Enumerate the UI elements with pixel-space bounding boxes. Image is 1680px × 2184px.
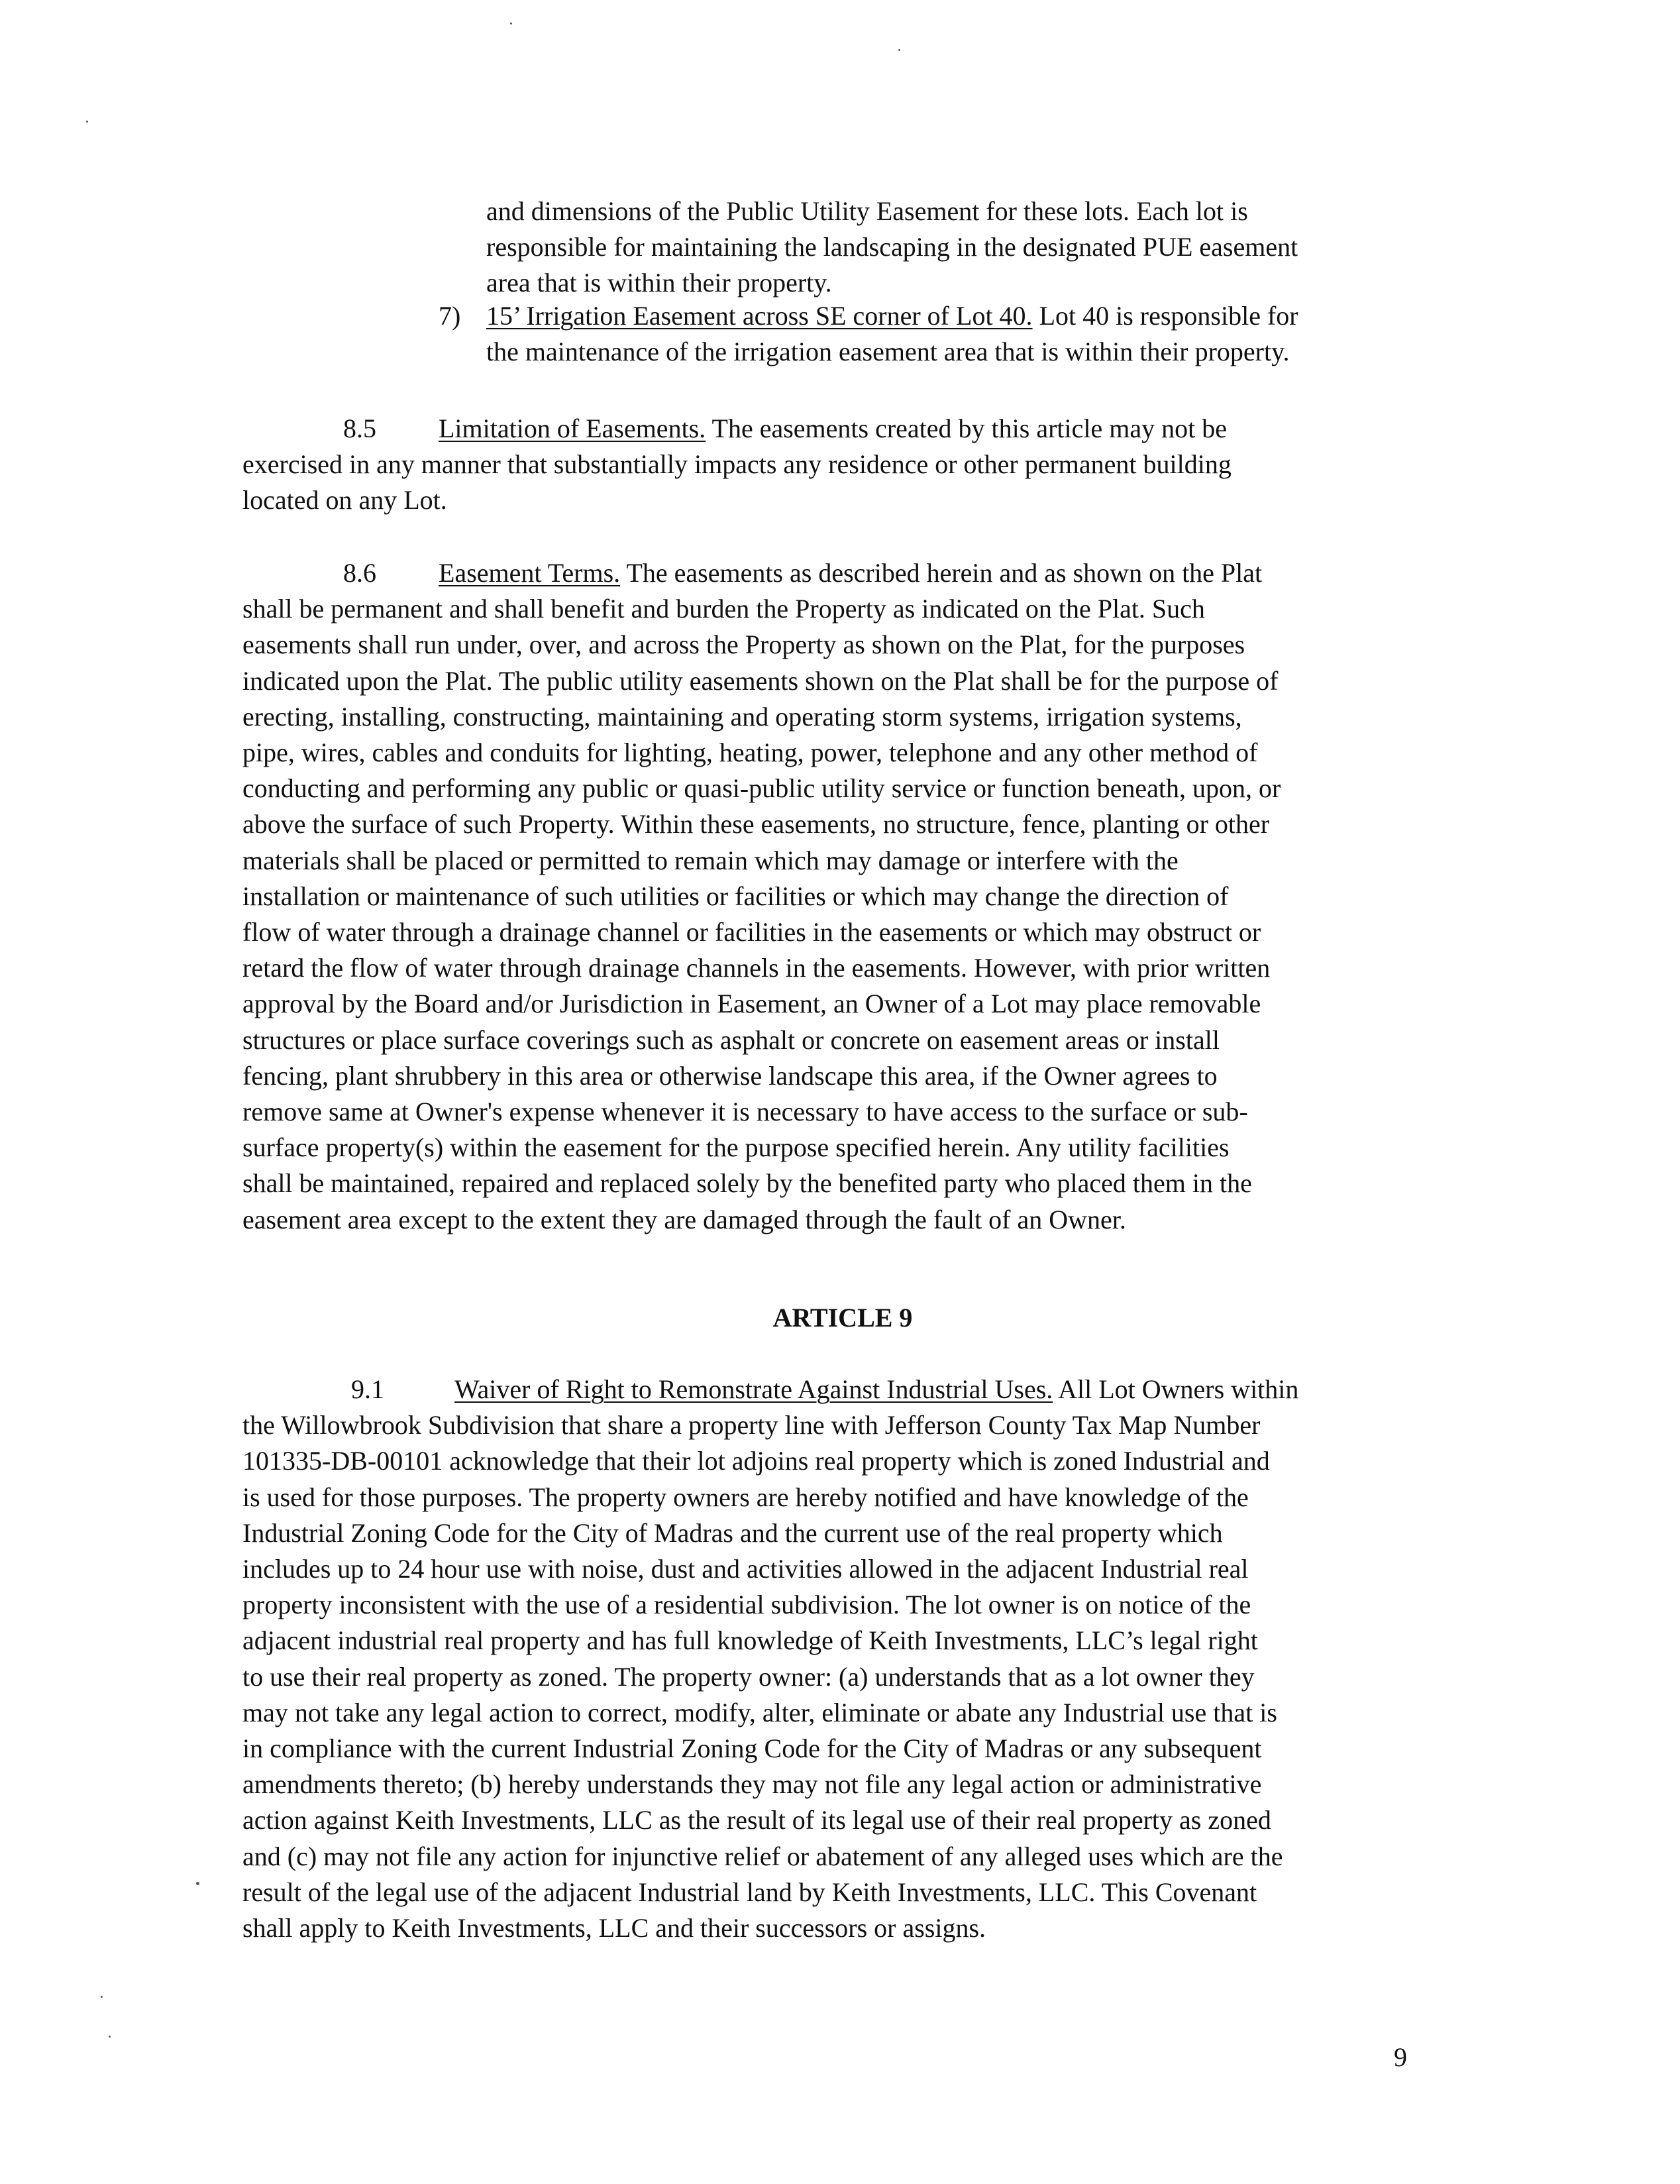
text-line: action against Keith Investments, LLC as the result of its legal use of their real property as zoned: [242, 1805, 1271, 1835]
text-line: exercised in any manner that substantially impacts any residence or other permanent building: [242, 449, 1232, 480]
text-line: amendments thereto; (b) hereby understands they may not file any legal action or administrative: [242, 1769, 1262, 1800]
text-line: is used for those purposes. The property owners are hereby notified and have knowledge of the: [242, 1482, 1249, 1512]
section-number: 8.6: [343, 558, 376, 588]
scan-speck: [196, 1882, 199, 1885]
scan-speck: [109, 2036, 111, 2038]
text-line: shall be maintained, repaired and replaced solely by the benefited party who placed them in the: [242, 1168, 1252, 1199]
item-text: Lot 40 is responsible for: [1032, 301, 1298, 331]
text-line: erecting, installing, constructing, maintaining and operating storm systems, irrigation systems,: [242, 701, 1242, 732]
text-line: responsible for maintaining the landscaping in the designated PUE easement: [486, 232, 1298, 262]
text-line: shall be permanent and shall benefit and burden the Property as indicated on the Plat. Such: [242, 594, 1205, 624]
section-heading: Waiver of Right to Remonstrate Against Industrial Uses.: [454, 1374, 1053, 1404]
section-number: 9.1: [351, 1374, 384, 1404]
text-line: shall apply to Keith Investments, LLC and their successors or assigns.: [242, 1913, 986, 1943]
text-line: adjacent industrial real property and has full knowledge of Keith Investments, LLC’s legal right: [242, 1625, 1258, 1656]
text-line: easements shall run under, over, and across the Property as shown on the Plat, for the purposes: [242, 629, 1245, 660]
text-line: installation or maintenance of such utilities or facilities or which may change the direction of: [242, 881, 1229, 911]
section-heading: Easement Terms.: [439, 558, 621, 588]
text-line: approval by the Board and/or Jurisdiction in Easement, an Owner of a Lot may place removable: [242, 989, 1261, 1019]
text-line: indicated upon the Plat. The public utility easements shown on the Plat shall be for the purpose of: [242, 665, 1279, 696]
text-line: conducting and performing any public or quasi-public utility service or function beneath, upon, or: [242, 773, 1281, 804]
section-heading: Limitation of Easements.: [439, 413, 706, 443]
text-line: retard the flow of water through drainage channels in the easements. However, with prior written: [242, 953, 1271, 983]
text-line: and (c) may not file any action for injunctive relief or abatement of any alleged uses which are the: [242, 1841, 1283, 1871]
text-line: easement area except to the extent they are damaged through the fault of an Owner.: [242, 1204, 1126, 1234]
text-line: the Willowbrook Subdivision that share a property line with Jefferson County Tax Map Number: [242, 1410, 1261, 1441]
text-line: may not take any legal action to correct, modify, alter, eliminate or abate any Industrial use that is: [242, 1697, 1277, 1727]
text-line: Industrial Zoning Code for the City of Madras and the current use of the real property which: [242, 1517, 1223, 1548]
scan-speck: [86, 121, 88, 123]
text-line: materials shall be placed or permitted to remain which may damage or interfere with the: [242, 845, 1179, 875]
item-heading: 15’ Irrigation Easement across SE corner of Lot 40.: [486, 301, 1033, 331]
section-number: 8.5: [343, 413, 376, 443]
scan-speck: [510, 23, 512, 25]
list-item-continuation: [486, 193, 1427, 301]
text-line: above the surface of such Property. Within these easements, no structure, fence, planting or other: [242, 809, 1270, 840]
text-line: surface property(s) within the easement for the purpose specified herein. Any utility facilities: [242, 1132, 1230, 1163]
text-line: pipe, wires, cables and conduits for lighting, heating, power, telephone and any other method of: [242, 737, 1258, 767]
text-line: located on any Lot.: [242, 485, 447, 516]
scan-speck: [898, 49, 900, 51]
section-first-line: [242, 555, 1428, 591]
text-line: and dimensions of the Public Utility Easement for these lots. Each lot is: [486, 196, 1248, 226]
text-line: 101335-DB-00101 acknowledge that their lot adjoins real property which is zoned Industrial and: [242, 1446, 1270, 1476]
section-first-line: [242, 411, 1428, 447]
section-9-1: [242, 1372, 1428, 1946]
section-first-line: [242, 1372, 1428, 1407]
section-text: All Lot Owners within: [1053, 1374, 1299, 1404]
text-line: property inconsistent with the use of a residential subdivision. The lot owner is on notice of the: [242, 1590, 1251, 1620]
section-text: The easements created by this article may not be: [706, 413, 1227, 443]
text-line: includes up to 24 hour use with noise, dust and activities allowed in the adjacent Industrial real: [242, 1554, 1249, 1584]
scan-speck: [101, 1996, 103, 1998]
text-line: [486, 298, 1427, 334]
text-line: flow of water through a drainage channel or facilities in the easements or which may obstruct or: [242, 917, 1261, 948]
text-line: in compliance with the current Industrial Zoning Code for the City of Madras or any subsequent: [242, 1733, 1262, 1764]
section-text: The easements as described herein and as shown on the Plat: [620, 558, 1263, 588]
text-line: area that is within their property.: [486, 268, 832, 298]
page-number: 9: [1394, 2042, 1407, 2072]
article-heading: [0, 1300, 1680, 1336]
text-line: remove same at Owner's expense whenever it is necessary to have access to the surface or sub-: [242, 1097, 1248, 1127]
text-line: result of the legal use of the adjacent Industrial land by Keith Investments, LLC. This Covenant: [242, 1877, 1257, 1907]
text-line: the maintenance of the irrigation easement area that is within their property.: [486, 337, 1290, 367]
text-line: structures or place surface coverings such as asphalt or concrete on easement areas or install: [242, 1024, 1220, 1055]
list-item-number: 7): [439, 301, 461, 331]
section-8-6: [242, 555, 1428, 1238]
article-title: ARTICLE 9: [772, 1303, 913, 1333]
text-line: to use their real property as zoned. The property owner: (a) understands that as a lot owner they: [242, 1661, 1255, 1692]
section-8-5: [242, 411, 1428, 519]
text-line: fencing, plant shrubbery in this area or otherwise landscape this area, if the Owner agrees to: [242, 1060, 1218, 1091]
